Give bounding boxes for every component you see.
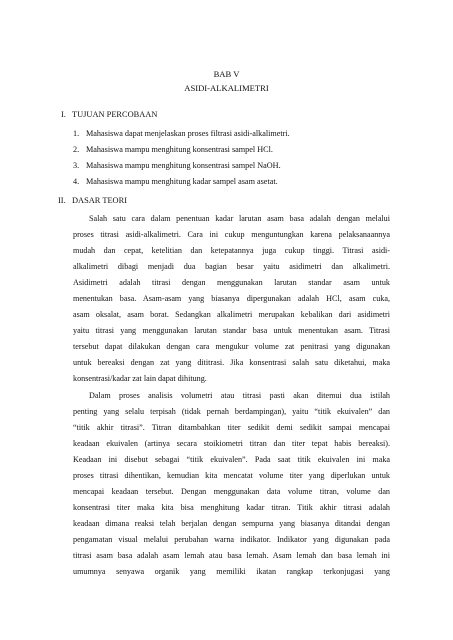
text-line: konsentrasi/kadar zat lain dapat dihitung. [73,374,207,384]
text-line: “titik akhir titrasi”. Titran ditambahkan titer sedikit demi sedikit sampai mencapai [73,422,390,432]
text-line: alkalimetri dibagi menjadi dua bagian besar yaitu asidimetri dan alkalimetri. [73,262,390,272]
text-line: Asidimetri adalah titrasi dengan menggunakan larutan standar asam untuk [73,278,390,288]
list-item [73,126,393,142]
text-line: asam oksalat, asam borat. Sedangkan alkalimetri merupakan kebalikan dari asidimetri [73,310,390,320]
section-title: DASAR TEORI [72,196,127,205]
text-line: yaitu titrasi yang menggunakan larutan standar basa untuk menentukan asam. Titrasi [73,326,390,336]
theory-body-text [73,211,390,580]
objectives-list [73,126,393,190]
text-line: keadaan dimana reaksi telah berjalan dengan sempurna yang biasanya ditandai dengan [73,518,390,528]
list-item-number: 4. [73,177,80,186]
text-line: tersebut dapat dilakukan dengan cara mengukur volume zat penitrasi yang digunakan [73,342,390,352]
list-item-number: 3. [73,161,80,170]
chapter-number: BAB V [213,69,240,79]
list-item-number: 2. [73,145,80,154]
text-line: Salah satu cara dalam penentuan kadar larutan asam basa adalah dengan melalui [89,214,390,223]
text-line: keadaan ekuivalen (artinya secara stoikiometri titran dan titer tepat habis bereaksi). [73,438,390,448]
chapter-title: ASIDI-ALKALIMETRI [184,83,269,93]
text-line: mencapai keadaan tersebut. Dengan menggunakan data volume titran, volume dan [73,486,390,496]
text-line: konsentrasi titer maka kita bisa menghitung kadar titran. Titik akhir titrasi adalah [73,502,390,512]
section-number: I. [61,110,66,119]
list-item [73,158,393,174]
list-item-text: Mahasiswa mampu menghitung konsentrasi sampel HCl. [86,145,273,154]
text-line: proses titrasi asidi-alkalimetri. Cara ini cukup menguntungkan karena pelaksanaannya [73,230,390,240]
text-line: proses titrasi dihentikan, kemudian kita mencatat volume titer yang diperlukan untuk [73,470,390,480]
text-line: pengamatan visual melalui perubahan warna indikator. Indikator yang digunakan pada [73,534,390,544]
text-line: Dalam proses analisis volumetri atau titrasi pasti akan ditemui dua istilah [89,390,390,400]
text-line: penting yang selalu terpisah (tidak pernah berdampingan), yaitu “titik ekuivalen” dan [73,406,390,416]
text-line: menentukan basa. Asam-asam yang biasanya dipergunakan adalah HCl, asam cuka, [73,294,390,304]
text-line: mudah dan cepat, ketelitian dan ketepatannya juga cukup tinggi. Titrasi asidi- [73,246,390,256]
section-title: TUJUAN PERCOBAAN [72,110,158,119]
chapter-heading [0,67,453,95]
list-item-text: Mahasiswa dapat menjelaskan proses filtrasi asidi-alkalimetri. [86,129,290,138]
section-number: II. [58,196,66,205]
list-item-text: Mahasiswa mampu menghitung konsentrasi sampel NaOH. [86,161,281,170]
text-line: umumnya senyawa organik yang memiliki ikatan rangkap terkonjugasi yang [73,567,390,577]
list-item-number: 1. [73,129,80,138]
text-line: titrasi asam basa adalah asam lemah atau basa lemah. Asam lemah dan basa lemah ini [73,550,390,560]
list-item-text: Mahasiswa mampu menghitung kadar sampel asam asetat. [86,177,278,186]
list-item [73,174,393,190]
text-line: untuk bereaksi dengan zat yang dititrasi. Jika konsentrasi salah satu diketahui, maka [73,358,390,368]
text-line: Keadaan ini disebut sebagai “titik ekuivalen”. Pada saat titik ekuivalen ini maka [73,454,390,464]
list-item [73,142,393,158]
